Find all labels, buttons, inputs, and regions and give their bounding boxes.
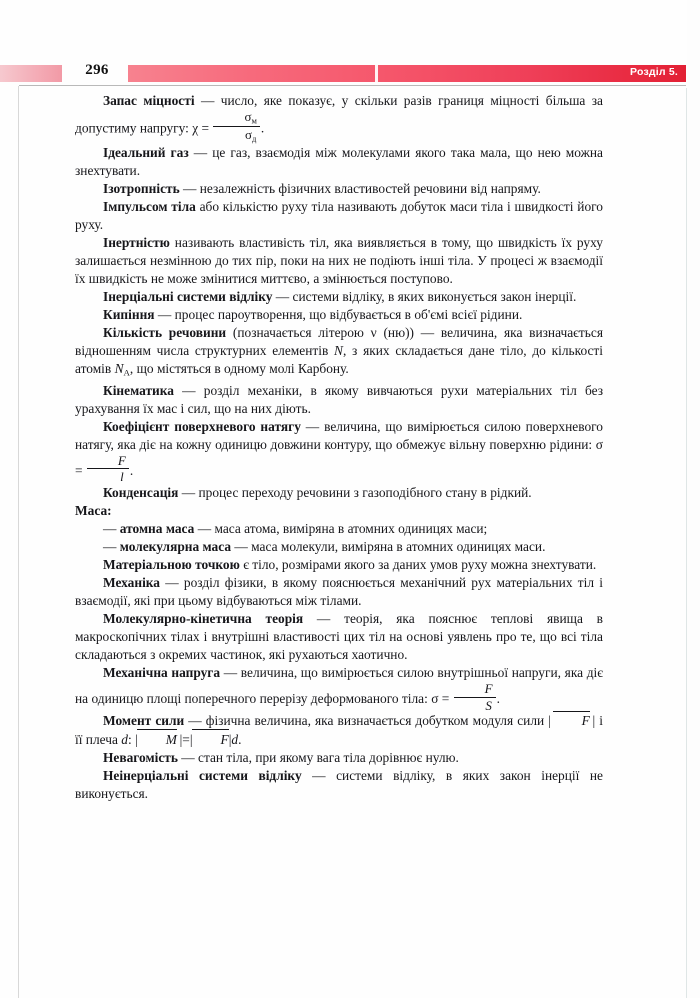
symbol-n: N	[334, 343, 343, 359]
entry-text: — розділ фізики, в якому пояснюється механічний рух матеріальних тіл і взаємодії, які при цьому відбуваються між тілами.	[75, 575, 603, 609]
term-label: Конденсація	[103, 484, 179, 500]
fraction-denominator: l	[120, 469, 124, 485]
fraction-bar	[213, 126, 259, 127]
term-label: Ідеальний газ	[103, 144, 189, 160]
page-right-edge	[686, 88, 687, 998]
formula-fraction-chi	[213, 110, 259, 144]
formula-lhs: χ	[192, 120, 199, 136]
entry-text: — це газ, взаємодія між молекулами якого така мала, що нею можна знехтувати.	[75, 144, 603, 178]
term-label: Інерціальні системи відліку	[103, 289, 273, 305]
list-dash: —	[103, 539, 117, 555]
formula-fraction-sigma-f-s	[454, 682, 496, 712]
formula-moment-equation: | M |=| F|d	[135, 732, 238, 747]
symbol-na-subscript: А	[123, 367, 130, 378]
glossary-entry-koefitsiient-poverkhnevoho-natiahu	[75, 418, 603, 484]
section-label: Розділ 5.	[630, 66, 678, 78]
glossary-entry-kypinnia	[75, 306, 603, 324]
entry-text: називають властивість тіл, яка виявляється в тому, що швидкість їх руху залишається незмінною до тих пір, поки на них не подіють інші тіла. У процесі ж взаємодії їх швидкість не може змінитися миттєво, а змінюється поступово.	[75, 234, 603, 286]
header-rule	[19, 85, 686, 86]
page-right-margin	[687, 0, 700, 998]
header-color-bar	[128, 65, 686, 82]
glossary-entry-impulsom-tila	[75, 198, 603, 234]
glossary-entry-neinertsialni-systemy	[75, 767, 603, 803]
entry-tail: .	[238, 731, 242, 747]
symbol-d: d	[121, 731, 128, 747]
glossary-entry-molekuliarno-kinetychna-teoriia	[75, 610, 603, 664]
header-stub-block	[0, 65, 62, 82]
entry-text-before: — фізична величина, яка визначається добутком модуля сили	[184, 713, 549, 729]
entry-text-middle: і її плеча	[75, 713, 604, 747]
entry-text: — маса атома, виміряна в атомних одиницях маси;	[194, 521, 488, 537]
running-header	[0, 63, 700, 85]
entry-text: — процес переходу речовини з газоподібного стану в рідкий.	[178, 484, 532, 500]
formula-force-magnitude: | F |	[548, 713, 595, 728]
entry-tail: .	[260, 120, 265, 136]
page-number: 296	[85, 62, 109, 78]
glossary-body	[75, 92, 603, 803]
entry-text: — теорія, яка пояснює теплові явища в макроскопічних тілах і внутрішні властивості цих тіл на основі уявлень про те, що всі тіла складаються з окремих частинок, які рухаються хаотично.	[75, 611, 603, 663]
entry-text: або кількістю руху тіла називають добуток маси тіла і швидкості його руху.	[75, 198, 603, 232]
fraction-numerator: F	[484, 681, 493, 697]
formula-fraction-sigma-f-l	[87, 454, 129, 484]
term-label: Кипіння	[103, 307, 155, 323]
term-label: Інертністю	[103, 234, 170, 250]
entry-text: — маса молекули, виміряна в атомних одиницях маси.	[231, 539, 546, 555]
entry-text: — незалежність фізичних властивостей речовини від напряму.	[179, 180, 541, 196]
glossary-entry-atomna-masa	[75, 520, 603, 538]
glossary-entry-moment-syly	[75, 712, 603, 748]
glossary-entry-mekhanika	[75, 574, 603, 610]
term-label: Маса:	[75, 502, 112, 518]
glossary-entry-masa-heading	[75, 502, 603, 520]
term-label: Молекулярно-кінетична теорія	[103, 611, 304, 627]
fraction-numerator: F	[117, 452, 126, 468]
glossary-entry-kinematyka	[75, 382, 603, 418]
glossary-entry-kilkist-rechovyny	[75, 324, 603, 382]
fraction-numerator: $\sigma_м$	[244, 109, 257, 126]
entry-text-colon: :	[127, 731, 136, 747]
term-label: молекулярна маса	[119, 539, 232, 555]
term-label: Механіка	[103, 575, 160, 591]
list-dash: —	[103, 521, 117, 537]
entry-text: — стан тіла, при якому вага тіла дорівнює нулю.	[177, 749, 459, 765]
entry-text: — процес пароутворення, що відбувається в об'ємі всієї рідини.	[154, 307, 523, 323]
fraction-denominator: S	[485, 697, 492, 713]
term-label: Запас міцності	[103, 93, 195, 108]
entry-tail: .	[496, 691, 500, 707]
entry-text: — величина, що вимірюється силою поверхневого натягу, яка діє на кожну одиницю довжини контуру, що обмежує вільну поверхню рідини:	[75, 418, 603, 452]
term-label: атомна маса	[119, 521, 195, 537]
page-left-edge	[18, 86, 19, 998]
glossary-entry-mekhanichna-napruha	[75, 664, 603, 712]
term-label: Ізотропність	[103, 180, 180, 196]
formula-relation: =	[198, 120, 213, 136]
glossary-entry-inertnistiu	[75, 234, 603, 288]
entry-text: — системи відліку, в яких виконується закон інерції.	[272, 289, 577, 305]
term-label: Механічна напруга	[103, 665, 221, 681]
glossary-entry-kondensatsiia	[75, 484, 603, 502]
symbol-na: $N_А$	[114, 361, 130, 378]
entry-text: — системи відліку, в яких закон інерції не виконується.	[75, 767, 603, 801]
entry-text: є тіло, розмірами якого за даних умов руху можна знехтувати.	[239, 557, 597, 573]
formula-lhs: σ =	[431, 691, 453, 707]
glossary-entry-inertsialni-systemy	[75, 288, 603, 306]
glossary-entry-izotropnist	[75, 180, 603, 198]
header-bar-divider	[375, 65, 378, 82]
term-label: Кінематика	[103, 382, 174, 398]
term-label: Матеріальною точкою	[103, 557, 240, 573]
fraction-denominator: $\sigma_д$	[244, 127, 257, 144]
term-label: Імпульсом тіла	[103, 198, 196, 214]
term-label: Кількість речовини	[103, 325, 227, 341]
entry-text-before: (позначається літерою ν (ню)) — величина, яка визначається відношенням числа структурних елементів	[75, 325, 603, 359]
entry-tail: .	[129, 462, 134, 478]
term-label: Момент сили	[103, 713, 185, 729]
term-label: Невагомість	[103, 749, 178, 765]
entry-text: — величина, що вимірюється силою внутрішньої напруги, яка діє на одиницю площі поперечного перерізу деформованого тіла:	[75, 665, 603, 707]
entry-text: — число, яке показує, у скільки разів границя міцності більша за допустиму напругу:	[75, 93, 603, 136]
formula-lhs: σ =	[75, 436, 603, 478]
entry-text: — розділ механіки, в якому вивчаються рухи матеріальних тіл без урахування їх мас і сил, що на них діють.	[75, 382, 603, 416]
glossary-entry-molekuliarna-masa	[75, 538, 603, 556]
glossary-entry-idealnyi-haz	[75, 144, 603, 180]
glossary-entry-materialnoiu-tochkoiu	[75, 556, 603, 574]
entry-text-after: , що містяться в одному молі Карбону.	[129, 361, 349, 377]
term-label: Неінерціальні системи відліку	[103, 767, 302, 783]
term-label: Коефіцієнт поверхневого натягу	[103, 418, 301, 434]
entry-text-middle: , з яких складається дане тіло, до кількості атомів	[75, 343, 603, 377]
glossary-entry-nevahomist	[75, 749, 603, 767]
glossary-entry-zapas-mitsnosti	[75, 92, 603, 144]
